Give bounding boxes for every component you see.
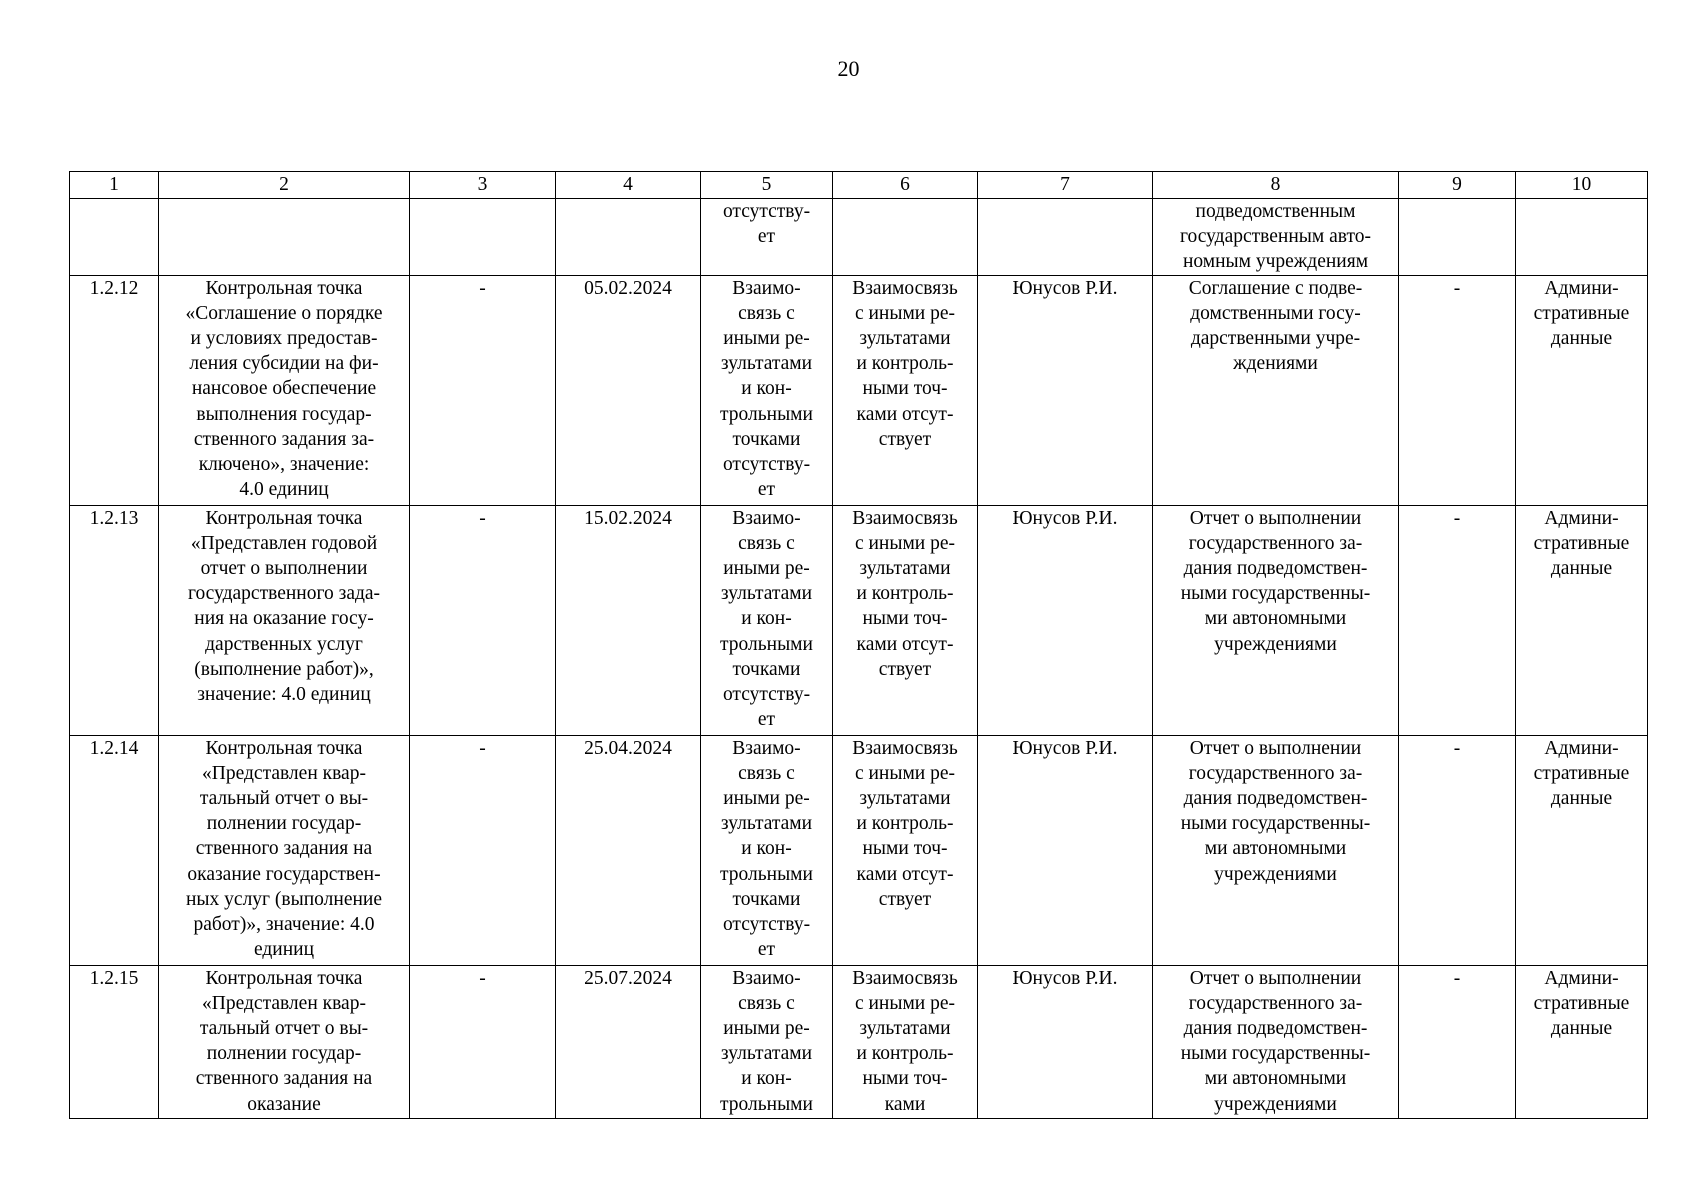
column-number: 3 bbox=[410, 172, 556, 199]
cell-col9: - bbox=[1399, 735, 1516, 965]
cell-number: 1.2.12 bbox=[70, 275, 159, 505]
table-row bbox=[70, 735, 1648, 965]
cell-name: Контрольная точка «Представлен квар- тальный отчет о вы- полнении государ- ственного задания на оказание государствен- ных услуг (выполнение работ)», значение: 4.0 единиц bbox=[159, 735, 410, 965]
cell-responsible: Юнусов Р.И. bbox=[978, 735, 1153, 965]
cell-source: Админи- стративные данные bbox=[1516, 965, 1648, 1118]
column-number: 5 bbox=[701, 172, 833, 199]
cell-col3 bbox=[410, 199, 556, 276]
column-number: 2 bbox=[159, 172, 410, 199]
continuation-row bbox=[70, 199, 1648, 276]
cell-link-checkpoints: Взаимосвязь с иными ре- зультатами и контроль- ными точ- ками отсут- ствует bbox=[833, 735, 978, 965]
cell-document: Отчет о выполнении государственного за- дания подведомствен- ными государственны- ми автономными учреждениями bbox=[1153, 735, 1399, 965]
column-number: 10 bbox=[1516, 172, 1648, 199]
cell-col9: - bbox=[1399, 965, 1516, 1118]
cell-link-checkpoints: Взаимосвязь с иными ре- зультатами и контроль- ными точ- ками отсут- ствует bbox=[833, 505, 978, 735]
cell-col9: - bbox=[1399, 505, 1516, 735]
cell-source: Админи- стративные данные bbox=[1516, 275, 1648, 505]
cell-document: Отчет о выполнении государственного за- дания подведомствен- ными государственны- ми автономными учреждениями bbox=[1153, 505, 1399, 735]
cell-date bbox=[556, 199, 701, 276]
cell-col3: - bbox=[410, 965, 556, 1118]
column-number: 6 bbox=[833, 172, 978, 199]
cell-link-results: Взаимо- связь с иными ре- зультатами и кон- трольными bbox=[701, 965, 833, 1118]
cell-name: Контрольная точка «Представлен квар- тальный отчет о вы- полнении государ- ственного задания на оказание bbox=[159, 965, 410, 1118]
cell-name: Контрольная точка «Соглашение о порядке и условиях предостав- ления субсидии на фи- нансовое обеспечение выполнения государ- ственного задания за- ключено», значение: 4.0 единиц bbox=[159, 275, 410, 505]
cell-link-results: Взаимо- связь с иными ре- зультатами и кон- трольными точками отсутству- ет bbox=[701, 505, 833, 735]
cell-link-results: Взаимо- связь с иными ре- зультатами и кон- трольными точками отсутству- ет bbox=[701, 735, 833, 965]
cell-link-results: Взаимо- связь с иными ре- зультатами и кон- трольными точками отсутству- ет bbox=[701, 275, 833, 505]
cell-responsible: Юнусов Р.И. bbox=[978, 505, 1153, 735]
cell-name bbox=[159, 199, 410, 276]
column-number-row bbox=[70, 172, 1648, 199]
cell-name: Контрольная точка «Представлен годовой отчет о выполнении государственного зада- ния на оказание госу- дарственных услуг (выполнение работ)», значение: 4.0 единиц bbox=[159, 505, 410, 735]
cell-source bbox=[1516, 199, 1648, 276]
cell-number bbox=[70, 199, 159, 276]
column-number: 4 bbox=[556, 172, 701, 199]
table-row bbox=[70, 505, 1648, 735]
cell-number: 1.2.14 bbox=[70, 735, 159, 965]
cell-number: 1.2.15 bbox=[70, 965, 159, 1118]
cell-link-checkpoints: Взаимосвязь с иными ре- зультатами и контроль- ными точ- ками отсут- ствует bbox=[833, 275, 978, 505]
control-points-table bbox=[69, 171, 1648, 1119]
column-number: 7 bbox=[978, 172, 1153, 199]
table-row bbox=[70, 965, 1648, 1118]
column-number: 9 bbox=[1399, 172, 1516, 199]
cell-link-checkpoints: Взаимосвязь с иными ре- зультатами и контроль- ными точ- ками bbox=[833, 965, 978, 1118]
cell-date: 15.02.2024 bbox=[556, 505, 701, 735]
cell-document: Соглашение с подве- домственными госу- дарственными учре- ждениями bbox=[1153, 275, 1399, 505]
cell-link-checkpoints bbox=[833, 199, 978, 276]
cell-col3: - bbox=[410, 505, 556, 735]
cell-col3: - bbox=[410, 275, 556, 505]
cell-link-results: отсутству- ет bbox=[701, 199, 833, 276]
cell-col9: - bbox=[1399, 275, 1516, 505]
cell-responsible bbox=[978, 199, 1153, 276]
cell-date: 25.04.2024 bbox=[556, 735, 701, 965]
page-number: 20 bbox=[837, 56, 860, 81]
cell-number: 1.2.13 bbox=[70, 505, 159, 735]
cell-date: 05.02.2024 bbox=[556, 275, 701, 505]
cell-date: 25.07.2024 bbox=[556, 965, 701, 1118]
cell-document: Отчет о выполнении государственного за- дания подведомствен- ными государственны- ми автономными учреждениями bbox=[1153, 965, 1399, 1118]
cell-responsible: Юнусов Р.И. bbox=[978, 275, 1153, 505]
table-row bbox=[70, 275, 1648, 505]
cell-responsible: Юнусов Р.И. bbox=[978, 965, 1153, 1118]
cell-col3: - bbox=[410, 735, 556, 965]
cell-source: Админи- стративные данные bbox=[1516, 735, 1648, 965]
column-number: 8 bbox=[1153, 172, 1399, 199]
cell-document: подведомственным государственным авто- номным учреждениям bbox=[1153, 199, 1399, 276]
cell-source: Админи- стративные данные bbox=[1516, 505, 1648, 735]
cell-col9 bbox=[1399, 199, 1516, 276]
column-number: 1 bbox=[70, 172, 159, 199]
